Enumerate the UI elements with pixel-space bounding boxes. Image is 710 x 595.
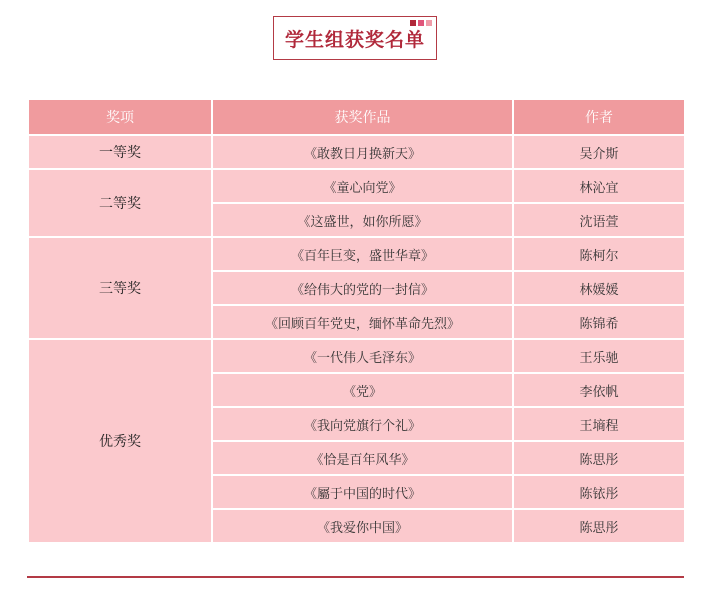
prize-cell: 三等奖: [28, 237, 212, 339]
title-decoration: [410, 20, 432, 26]
work-cell: 《童心向党》: [212, 169, 513, 203]
author-cell: 林媛媛: [513, 271, 685, 305]
author-cell: 陈思彤: [513, 509, 685, 543]
work-cell: 《这盛世，如你所愿》: [212, 203, 513, 237]
author-cell: 吴介斯: [513, 135, 685, 169]
author-cell: 陈铱彤: [513, 475, 685, 509]
author-cell: 王乐驰: [513, 339, 685, 373]
bottom-divider: [27, 576, 684, 578]
author-cell: 陈柯尔: [513, 237, 685, 271]
table-row: [28, 237, 685, 271]
work-cell: 《屬于中国的时代》: [212, 475, 513, 509]
work-cell: 《百年巨变，盛世华章》: [212, 237, 513, 271]
author-cell: 陈锦希: [513, 305, 685, 339]
page-title: 学生组获奖名单: [284, 28, 425, 51]
title-box: [273, 16, 437, 60]
author-cell: 林沁宜: [513, 169, 685, 203]
awards-body: [28, 135, 685, 543]
work-cell: 《我向党旗行个礼》: [212, 407, 513, 441]
prize-cell: 优秀奖: [28, 339, 212, 543]
awards-table: [27, 98, 686, 544]
work-cell: 《恰是百年风华》: [212, 441, 513, 475]
prize-cell: 二等奖: [28, 169, 212, 237]
author-cell: 李依帆: [513, 373, 685, 407]
table-row: [28, 339, 685, 373]
header-work: 获奖作品: [212, 99, 513, 135]
deco-square-2: [418, 20, 424, 26]
work-cell: 《我爱你中国》: [212, 509, 513, 543]
header-author: 作者: [513, 99, 685, 135]
author-cell: 王墒程: [513, 407, 685, 441]
work-cell: 《一代伟人毛泽东》: [212, 339, 513, 373]
author-cell: 沈语萱: [513, 203, 685, 237]
work-cell: 《回顾百年党史，缅怀革命先烈》: [212, 305, 513, 339]
header-prize: 奖项: [28, 99, 212, 135]
prize-cell: 一等奖: [28, 135, 212, 169]
deco-square-1: [410, 20, 416, 26]
table-row: [28, 169, 685, 203]
work-cell: 《党》: [212, 373, 513, 407]
author-cell: 陈思彤: [513, 441, 685, 475]
table-row: [28, 135, 685, 169]
deco-square-3: [426, 20, 432, 26]
work-cell: 《给伟大的党的一封信》: [212, 271, 513, 305]
table-header-row: [28, 99, 685, 135]
work-cell: 《敢教日月换新天》: [212, 135, 513, 169]
